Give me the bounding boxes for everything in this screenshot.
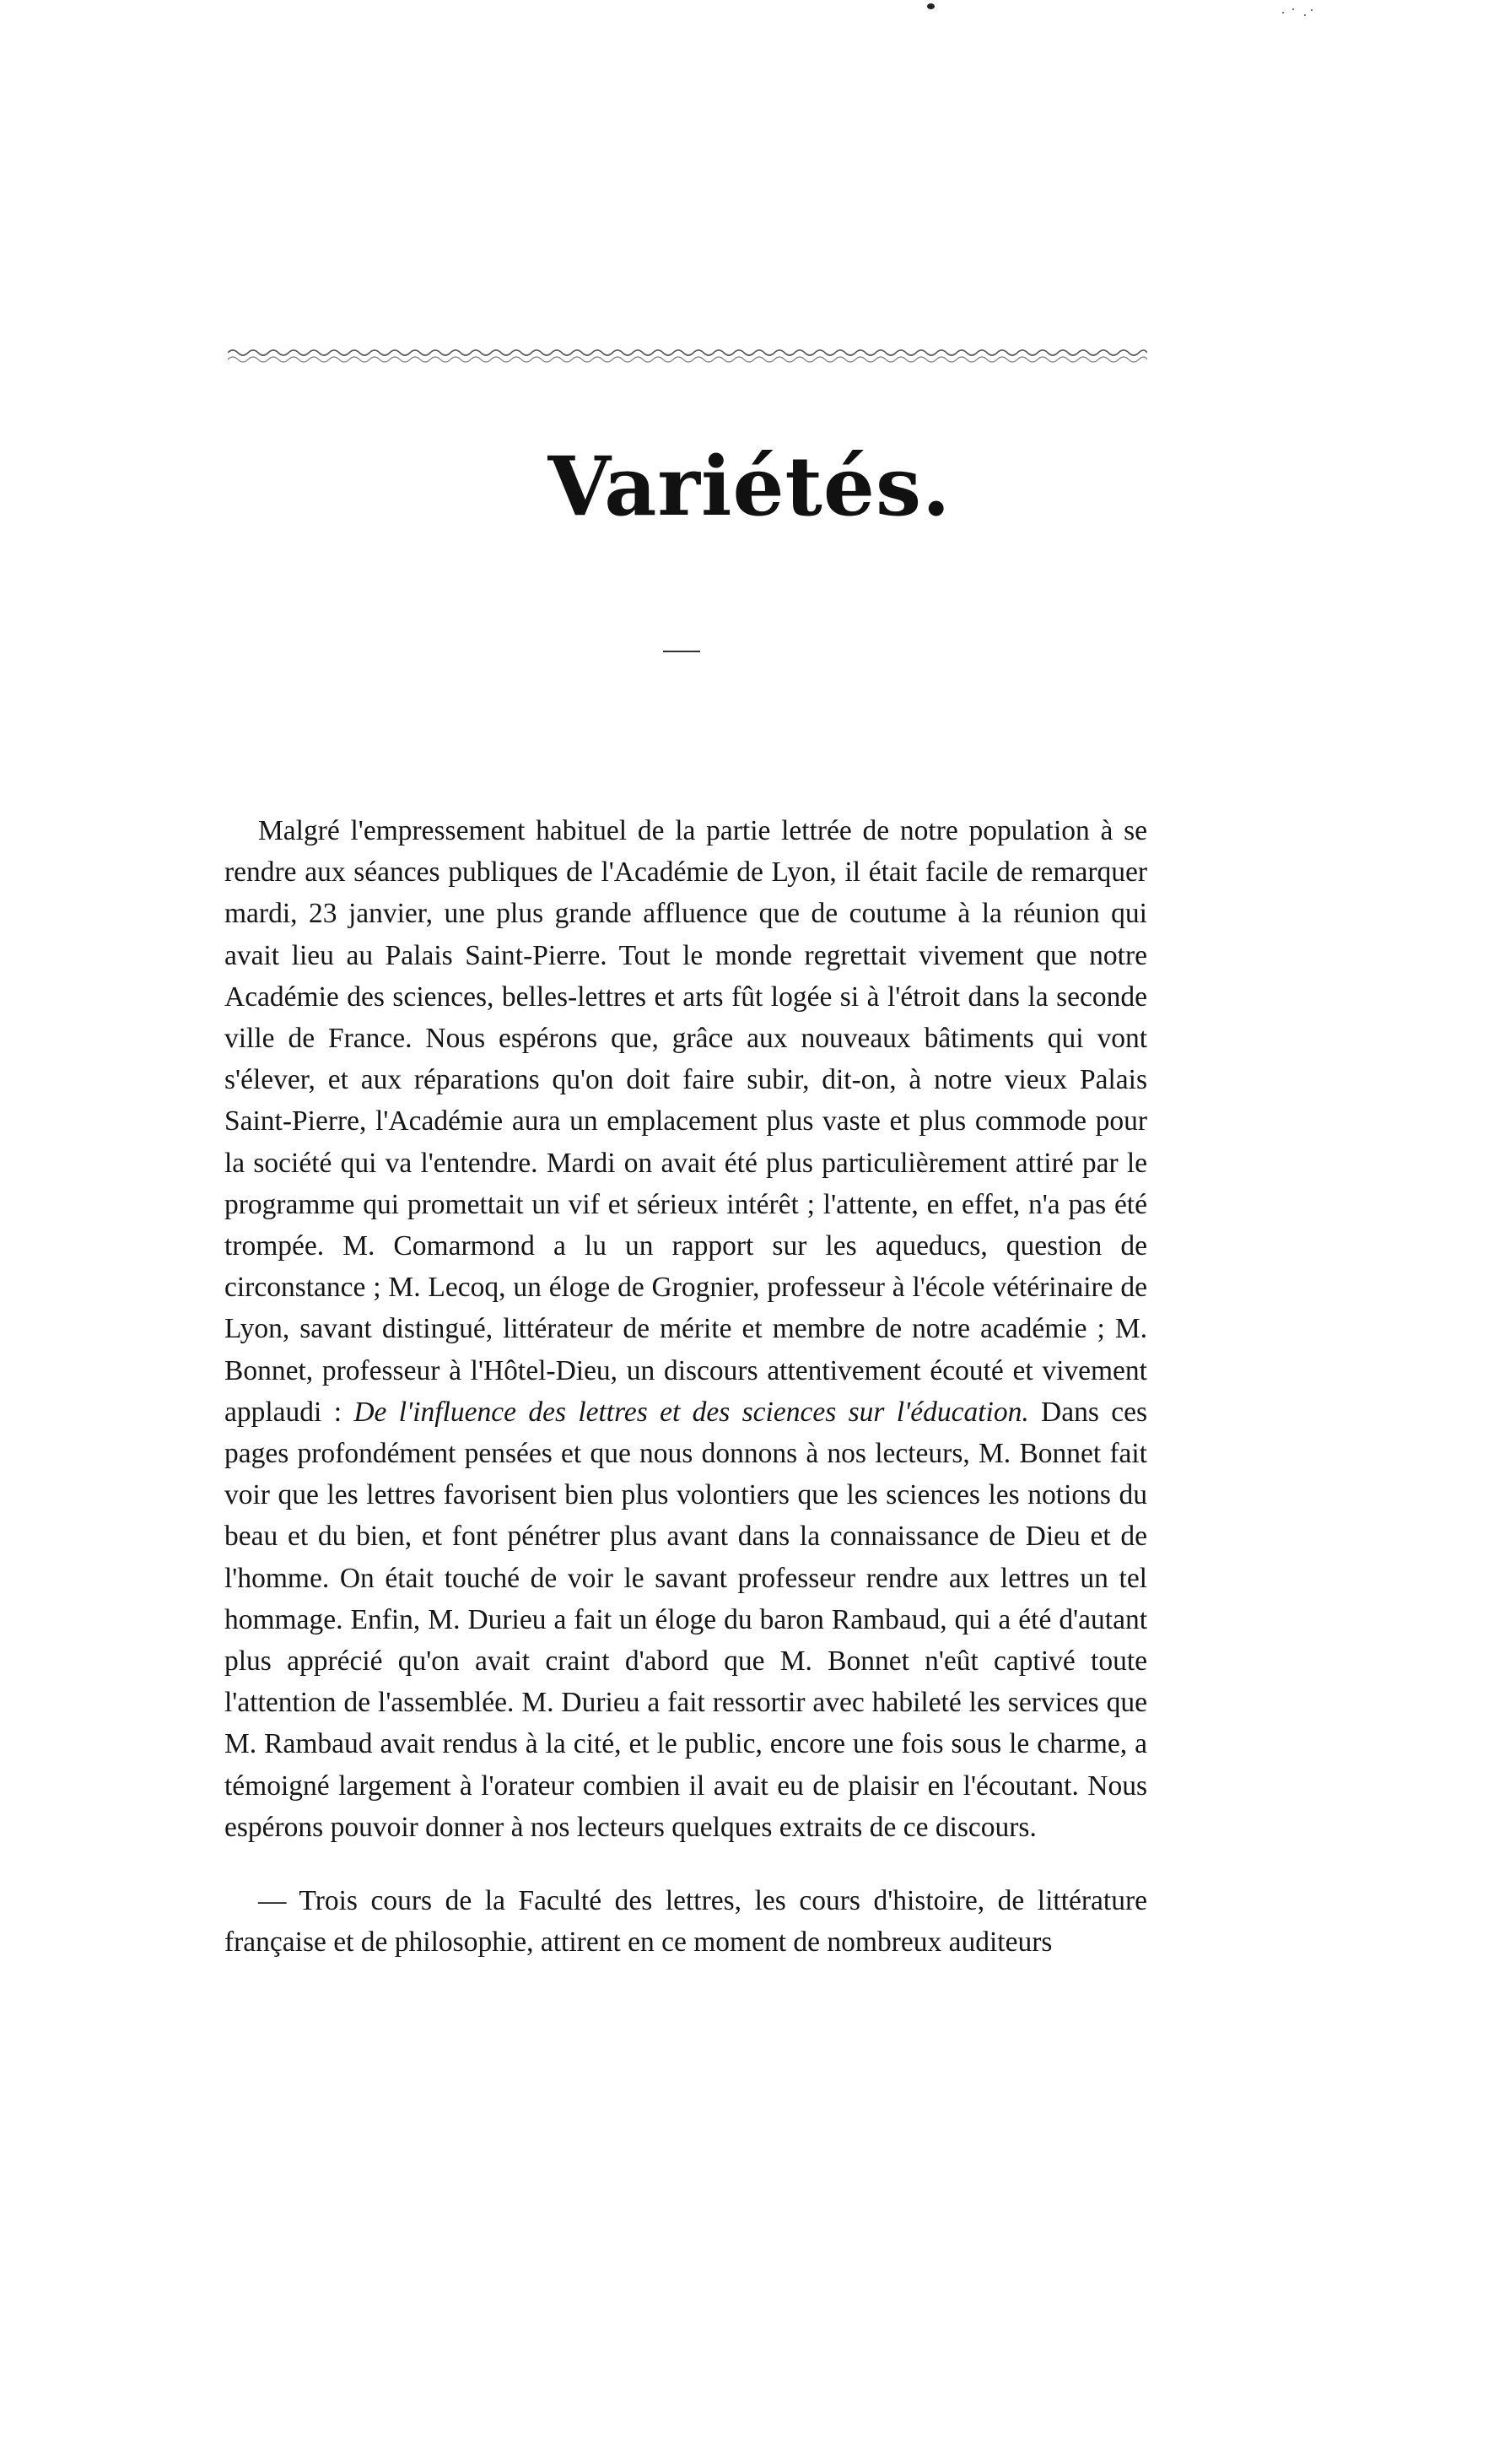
lecture-title-italic: De l'influence des lettres et des sciences sur l'éducation.	[353, 1396, 1029, 1428]
wavy-ornament-rule	[228, 346, 1147, 368]
ink-dot	[927, 3, 935, 9]
paragraph-faculty-courses: — Trois cours de la Faculté des lettres, les cours d'histoire, de littérature française et de philosophie, attirent en ce moment de nombreux auditeurs	[224, 1885, 1147, 1959]
paragraph-main-text-end: Dans ces pages profondément pensées et que nous donnons à nos lecteurs, M. Bonnet fait voir que les lettres favorisent bien plus volontiers que les sciences les notions du beau et du bien, et font pénétrer plus avant dans la connaissance de Dieu et de l'homme. On était touché de voir le savant professeur rendre aux lettres un tel hommage. Enfin, M. Durieu a fait un éloge du baron Rambaud, qui a été d'autant plus apprécié qu'on avait craint d'abord que M. Bonnet n'eût captivé toute l'attention de l'assemblée. M. Durieu a fait ressortir avec habileté les services que M. Rambaud avait rendus à la cité, et le public, encore une fois sous le charme, a témoigné largement à l'orateur combien il avait eu de plaisir en l'écoutant. Nous espérons pouvoir donner à nos lecteurs quelques extraits de ce discours.	[224, 1396, 1147, 1843]
print-specks	[1282, 7, 1316, 24]
paragraph-main	[224, 810, 1147, 1848]
article-body	[224, 810, 1147, 1963]
title-divider	[663, 651, 700, 652]
section-title: Variétés.	[547, 439, 952, 534]
paragraph-main-text-start: Malgré l'empressement habituel de la partie lettrée de notre population à se rendre aux séances publiques de l'Académie de Lyon, il était facile de remarquer mardi, 23 janvier, une plus grande affluence que de coutume à la réunion qui avait lieu au Palais Saint-Pierre. Tout le monde regrettait vivement que notre Académie des sciences, belles-lettres et arts fût logée si à l'étroit dans la seconde ville de France. Nous espérons que, grâce aux nouveaux bâtiments qui vont s'élever, et aux réparations qu'on doit faire subir, dit-on, à notre vieux Palais Saint-Pierre, l'Académie aura un emplacement plus vaste et plus commode pour la société qui va l'entendre. Mardi on avait été plus particulièrement attiré par le programme qui promettait un vif et sérieux intérêt ; l'attente, en effet, n'a pas été trompée. M. Comarmond a lu un rapport sur les aqueducs, question de circonstance ; M. Lecoq, un éloge de Grognier, professeur à l'école vétérinaire de Lyon, savant distingué, littérateur de mérite et membre de notre académie ; M. Bonnet, professeur à l'Hôtel-Dieu, un discours attentivement écouté et vivement applaudi :	[224, 815, 1147, 1428]
